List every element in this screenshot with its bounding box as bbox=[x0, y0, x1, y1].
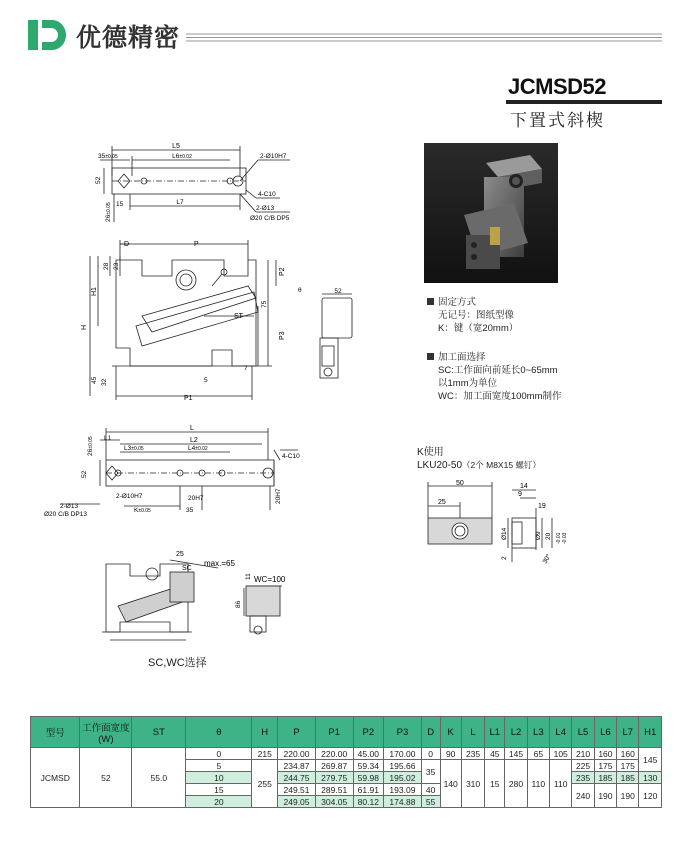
dim-p: P bbox=[194, 241, 199, 248]
key-dim-19: 19 bbox=[538, 503, 546, 510]
cell-l5: 210 bbox=[572, 748, 594, 760]
key-dim-14b: Ø14 bbox=[501, 527, 508, 540]
note-machining-line-3: WC：加工面宽度100mm制作 bbox=[438, 391, 562, 402]
sc-dim-25: 25 bbox=[176, 551, 184, 558]
cell-l5: 225 bbox=[572, 760, 594, 772]
cell-l: 235 bbox=[461, 748, 485, 760]
cell-l3: 65 bbox=[527, 748, 549, 760]
model-name: 下置式斜楔 bbox=[510, 111, 605, 130]
th-k: K bbox=[440, 717, 461, 748]
dim-st: ST bbox=[234, 313, 243, 320]
side-detail-drawing bbox=[308, 286, 360, 386]
cell-p: 244.75 bbox=[278, 772, 316, 784]
key-dim-14: 14 bbox=[520, 483, 528, 490]
model-rule bbox=[506, 100, 662, 104]
cell-l1: 15 bbox=[485, 760, 505, 808]
cell-p3: 195.02 bbox=[384, 772, 422, 784]
cell-p: 234.87 bbox=[278, 760, 316, 772]
note-hole-10h7: 2-Ø10H7 bbox=[260, 153, 287, 160]
dim-h: H bbox=[81, 324, 88, 330]
key-dim-20: 20 bbox=[545, 532, 552, 540]
dim-5: 5 bbox=[204, 377, 208, 384]
cell-l7: 190 bbox=[617, 784, 639, 808]
cell-l7: 160 bbox=[617, 748, 639, 760]
key-dim-9b: Ø9 bbox=[535, 531, 542, 540]
dim-26: 26±0.05 bbox=[105, 202, 112, 222]
th-d: D bbox=[421, 717, 440, 748]
cell-model: JCMSD bbox=[31, 748, 80, 808]
dim-theta: θ bbox=[298, 287, 302, 294]
cell-theta: 10 bbox=[186, 772, 252, 784]
th-l1: L1 bbox=[485, 717, 505, 748]
cell-p3: 195.66 bbox=[384, 760, 422, 772]
cell-p1: 220.00 bbox=[315, 748, 353, 760]
key-drawing bbox=[420, 478, 570, 568]
th-l4: L4 bbox=[550, 717, 572, 748]
dim-l2: L2 bbox=[190, 437, 198, 444]
cell-l7: 185 bbox=[617, 772, 639, 784]
cell-p2: 45.00 bbox=[353, 748, 384, 760]
key-dim-20-tol-a: -0.01 bbox=[556, 532, 562, 544]
note-k-part: LKU20-50 bbox=[417, 460, 463, 471]
cell-d: 0 bbox=[421, 748, 440, 760]
dim-l3: L3±0.05 bbox=[124, 445, 144, 452]
cell-l: 310 bbox=[461, 760, 485, 808]
th-theta: θ bbox=[186, 717, 252, 748]
th-p3: P3 bbox=[384, 717, 422, 748]
sc-wc-drawing bbox=[100, 546, 300, 650]
cell-l2: 145 bbox=[505, 748, 527, 760]
cell-l6: 160 bbox=[594, 748, 616, 760]
dim-d: D bbox=[124, 241, 130, 248]
cell-l6: 190 bbox=[594, 784, 616, 808]
th-st: ST bbox=[132, 717, 186, 748]
dim-32: 32 bbox=[101, 378, 108, 386]
cell-d: 35 bbox=[421, 760, 440, 784]
th-l6: L6 bbox=[594, 717, 616, 748]
cell-p: 220.00 bbox=[278, 748, 316, 760]
dim-45: 45 bbox=[91, 376, 98, 384]
note-machining bbox=[427, 351, 562, 403]
wc-dim-86: 86 bbox=[235, 600, 242, 608]
cell-p: 249.05 bbox=[278, 796, 316, 808]
cell-p1: 304.05 bbox=[315, 796, 353, 808]
bottom-view-drawing bbox=[40, 420, 320, 530]
side-view-drawing bbox=[72, 236, 312, 410]
note-machining-title: 加工面选择 bbox=[438, 352, 486, 363]
dim-l4: L4±0.02 bbox=[188, 445, 208, 452]
key-dim-30: 30° bbox=[541, 552, 553, 565]
note-fix-line-1: 无记号：图纸型像 bbox=[438, 310, 515, 321]
dim-l6: L6±0.02 bbox=[172, 153, 192, 160]
cell-theta: 15 bbox=[186, 784, 252, 796]
cell-st: 55.0 bbox=[132, 748, 186, 808]
cell-p1: 289.51 bbox=[315, 784, 353, 796]
cell-h1: 130 bbox=[639, 772, 662, 784]
note-cb-dp13: Ø20 C/B DP13 bbox=[44, 511, 87, 518]
key-dim-50: 50 bbox=[456, 480, 464, 487]
note-machining-line-1: SC:工作面向前延长0~65mm bbox=[438, 365, 558, 376]
cell-k: 90 bbox=[440, 748, 461, 760]
cell-k: 140 bbox=[440, 760, 461, 808]
cell-p3: 170.00 bbox=[384, 748, 422, 760]
dim-k: K±0.05 bbox=[134, 507, 151, 514]
dim-26-b: 26±0.05 bbox=[87, 436, 94, 456]
cell-l4: 110 bbox=[550, 760, 572, 808]
cell-p1: 279.75 bbox=[315, 772, 353, 784]
model-code: JCMSD52 bbox=[508, 74, 606, 99]
brand-name: 优德精密 bbox=[76, 24, 181, 52]
note-fix-title: 固定方式 bbox=[438, 297, 477, 308]
cell-p3: 174.88 bbox=[384, 796, 422, 808]
cell-theta: 20 bbox=[186, 796, 252, 808]
th-l7: L7 bbox=[617, 717, 639, 748]
note-k-part-note: （2个 M8X15 螺钉） bbox=[462, 460, 541, 470]
dim-l1: L1 bbox=[104, 435, 112, 442]
cell-p3: 193.09 bbox=[384, 784, 422, 796]
cell-h1: 120 bbox=[639, 784, 662, 808]
spec-table bbox=[30, 716, 662, 808]
th-h: H bbox=[252, 717, 278, 748]
cell-width: 52 bbox=[80, 748, 132, 808]
note-k-use bbox=[417, 446, 541, 472]
dim-p3: P3 bbox=[279, 331, 286, 340]
dim-l5: L5 bbox=[172, 143, 180, 150]
note-c10-b: 4-C10 bbox=[282, 453, 300, 460]
sc-max: max.=65 bbox=[204, 559, 235, 568]
cell-p: 249.51 bbox=[278, 784, 316, 796]
cell-p2: 59.34 bbox=[353, 760, 384, 772]
dim-75: 75 bbox=[261, 300, 268, 308]
cell-l1: 45 bbox=[485, 748, 505, 760]
cell-l5: 240 bbox=[572, 784, 594, 808]
dim-p2: P2 bbox=[279, 267, 286, 276]
sc-wc-caption: SC,WC选择 bbox=[148, 657, 207, 669]
cell-p2: 80.12 bbox=[353, 796, 384, 808]
dim-23: 23 bbox=[113, 262, 120, 270]
dim-52: 52 bbox=[95, 176, 102, 184]
dim-35-b: 35 bbox=[186, 507, 194, 514]
cell-h: 255 bbox=[252, 760, 278, 808]
th-l: L bbox=[461, 717, 485, 748]
th-model: 型号 bbox=[31, 717, 80, 748]
product-photo bbox=[424, 143, 558, 283]
sc-label: SC bbox=[182, 565, 192, 572]
th-p: P bbox=[278, 717, 316, 748]
th-h1: H1 bbox=[639, 717, 662, 748]
table-row bbox=[31, 748, 662, 760]
wc-label: WC=100 bbox=[254, 575, 286, 584]
th-l2: L2 bbox=[505, 717, 527, 748]
note-c10: 4-C10 bbox=[258, 191, 276, 198]
dim-p1: P1 bbox=[184, 395, 193, 402]
note-10h7-b: 2-Ø10H7 bbox=[116, 493, 143, 500]
cell-l4: 105 bbox=[550, 748, 572, 760]
note-fix-method bbox=[427, 296, 518, 335]
cell-theta: 5 bbox=[186, 760, 252, 772]
brand-logo bbox=[28, 20, 66, 50]
table-header-row bbox=[31, 717, 662, 748]
cell-l5: 235 bbox=[572, 772, 594, 784]
cell-l7: 175 bbox=[617, 760, 639, 772]
key-dim-2: 2 bbox=[501, 556, 508, 560]
key-dim-20-tol-b: -0.03 bbox=[562, 532, 568, 544]
note-20h7-b: 20H7 bbox=[275, 488, 282, 504]
cell-theta: 0 bbox=[186, 748, 252, 760]
note-machining-line-2: 以1mm为单位 bbox=[438, 378, 498, 389]
cell-l6: 185 bbox=[594, 772, 616, 784]
th-p1: P1 bbox=[315, 717, 353, 748]
dim-7: 7 bbox=[244, 365, 248, 372]
note-k-title: K使用 bbox=[417, 447, 444, 458]
cell-p2: 59.98 bbox=[353, 772, 384, 784]
key-dim-25: 25 bbox=[438, 499, 446, 506]
note-20h7-a: 20H7 bbox=[188, 495, 204, 502]
dim-52-detail: 52 bbox=[334, 288, 342, 295]
cell-l3: 110 bbox=[527, 760, 549, 808]
cell-p1: 269.87 bbox=[315, 760, 353, 772]
dim-35: 35±0.05 bbox=[98, 153, 118, 160]
note-cb-dp5: Ø20 C/B DP5 bbox=[250, 215, 290, 222]
note-13-b: 2-Ø13 bbox=[60, 503, 79, 510]
note-fix-line-2: K：键（宽20mm） bbox=[438, 323, 519, 334]
dim-28: 28 bbox=[103, 262, 110, 270]
top-view-drawing bbox=[90, 140, 320, 230]
cell-l6: 175 bbox=[594, 760, 616, 772]
cell-p2: 61.91 bbox=[353, 784, 384, 796]
cell-h1: 145 bbox=[639, 748, 662, 772]
th-p2: P2 bbox=[353, 717, 384, 748]
header-rule bbox=[186, 33, 662, 42]
th-width: 工作面宽度(W) bbox=[80, 717, 132, 748]
dim-l7: L7 bbox=[176, 199, 184, 206]
cell-h: 215 bbox=[252, 748, 278, 760]
cell-d: 55 bbox=[421, 796, 440, 808]
cell-l2: 280 bbox=[505, 760, 527, 808]
wc-dim-11: 11 bbox=[245, 573, 252, 580]
dim-h1: H1 bbox=[91, 287, 98, 296]
th-l5: L5 bbox=[572, 717, 594, 748]
key-dim-9: 9 bbox=[518, 491, 522, 498]
th-l3: L3 bbox=[527, 717, 549, 748]
dim-l: L bbox=[190, 425, 194, 432]
dim-52-b: 52 bbox=[81, 470, 88, 478]
cell-d: 40 bbox=[421, 784, 440, 796]
dim-15: 15 bbox=[116, 201, 124, 208]
note-hole-13: 2-Ø13 bbox=[256, 205, 275, 212]
